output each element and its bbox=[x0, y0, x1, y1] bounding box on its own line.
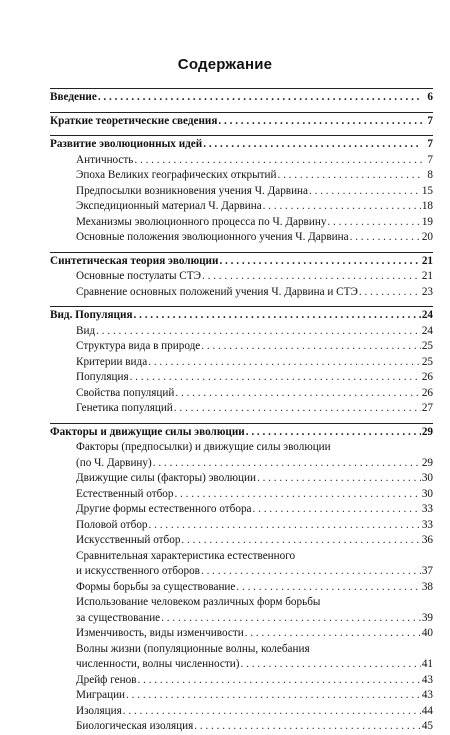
dot-leader bbox=[174, 401, 421, 417]
toc-entry[interactable] bbox=[50, 401, 433, 417]
toc-entry-label: Половой отбор bbox=[76, 518, 148, 531]
toc-page-number: 41 bbox=[421, 658, 433, 670]
dot-leader bbox=[203, 137, 422, 153]
toc-entry-label: Движущие силы (факторы) эволюции bbox=[76, 472, 256, 484]
section-rule bbox=[50, 423, 433, 424]
toc-entry-label: Другие формы естественного отбора bbox=[76, 503, 252, 515]
section-rule bbox=[50, 306, 433, 307]
section-rule bbox=[50, 252, 433, 253]
toc-entry-label: Искусственный отбор bbox=[76, 534, 181, 546]
toc-entry-first-line: Волны жизни (популяционные волны, колебания bbox=[76, 642, 310, 655]
toc-entry-label: Структура вида в природе bbox=[76, 340, 201, 352]
section-gap bbox=[50, 246, 433, 250]
dot-leader bbox=[327, 215, 420, 231]
dot-leader bbox=[218, 114, 422, 130]
toc-page-number: 29 bbox=[421, 425, 433, 438]
dot-leader bbox=[253, 502, 421, 518]
toc-entry-label: Изменчивость, виды изменчивости bbox=[76, 627, 244, 639]
toc-entry[interactable] bbox=[50, 324, 433, 340]
toc-entry-label: Основные постулаты СТЭ bbox=[76, 270, 201, 282]
dot-leader bbox=[149, 518, 421, 534]
toc-page-number: 43 bbox=[421, 673, 433, 686]
toc-page-number: 25 bbox=[421, 340, 433, 352]
section-gap bbox=[50, 300, 433, 304]
toc-entry-label: и искусственного отборов bbox=[76, 565, 200, 577]
toc-page-number: 24 bbox=[421, 309, 433, 321]
toc-entry-label: Синтетическая теория эволюции bbox=[50, 254, 219, 267]
toc-entry[interactable] bbox=[50, 339, 433, 355]
toc-page-number: 24 bbox=[421, 324, 433, 337]
toc-page-number: 36 bbox=[421, 534, 433, 546]
toc-entry-label: Миграции bbox=[76, 689, 126, 701]
dot-leader bbox=[263, 199, 421, 215]
toc-entry[interactable] bbox=[50, 355, 433, 371]
section-rule bbox=[50, 88, 433, 89]
toc-page-number: 7 bbox=[427, 114, 433, 127]
dot-leader bbox=[138, 673, 421, 689]
toc-entry-first-line: Факторы (предпосылки) и движущие силы эволюции bbox=[76, 441, 331, 453]
toc-entry-first-line: Сравнительная характеристика естественного bbox=[76, 549, 296, 562]
toc-page-number: 7 bbox=[427, 153, 433, 166]
toc-section-entry[interactable] bbox=[50, 137, 433, 153]
toc-page-number: 27 bbox=[421, 402, 433, 414]
toc-page-number: 33 bbox=[421, 503, 433, 515]
section-rule bbox=[50, 135, 433, 136]
section-gap bbox=[50, 106, 433, 110]
toc-entry[interactable] bbox=[50, 502, 433, 518]
toc-page-number: 45 bbox=[421, 720, 433, 732]
toc-section-entry[interactable] bbox=[50, 90, 433, 106]
dot-leader bbox=[236, 580, 420, 596]
section-rule bbox=[50, 112, 433, 113]
toc-section-entry[interactable] bbox=[50, 114, 433, 130]
toc-entry[interactable] bbox=[50, 719, 433, 735]
dot-leader bbox=[202, 269, 421, 285]
toc-page-number: 25 bbox=[421, 355, 433, 368]
toc-page-number: 37 bbox=[421, 565, 433, 577]
toc-entry[interactable] bbox=[50, 704, 433, 720]
toc-entry[interactable] bbox=[50, 657, 433, 673]
toc-entry-label: Популяция bbox=[76, 371, 129, 383]
page-title: Содержание bbox=[177, 56, 273, 73]
toc-entry[interactable] bbox=[50, 533, 433, 549]
dot-leader bbox=[277, 168, 422, 184]
toc-page-number: 6 bbox=[427, 91, 433, 103]
dot-leader bbox=[257, 471, 421, 487]
toc-entry[interactable] bbox=[50, 386, 433, 402]
toc-entry-first-line: Использование человеком различных форм борьбы bbox=[76, 596, 321, 608]
toc-entry-label: Экспедиционный материал Ч. Дарвина bbox=[76, 200, 262, 212]
toc-page-number: 40 bbox=[421, 627, 433, 639]
toc-entry[interactable] bbox=[50, 564, 433, 580]
toc-entry-label: Формы борьбы за существование bbox=[76, 580, 236, 593]
section-gap bbox=[50, 417, 433, 421]
toc-page-number: 26 bbox=[421, 371, 433, 383]
toc-page-number: 39 bbox=[421, 611, 433, 624]
toc-entry-label: Эпоха Великих географических открытий bbox=[76, 169, 277, 181]
toc-entry[interactable] bbox=[50, 688, 433, 704]
dot-leader bbox=[175, 386, 420, 402]
toc-entry-label: Вид. Популяция bbox=[50, 309, 133, 321]
toc-page-number: 43 bbox=[421, 689, 433, 701]
toc-entry[interactable] bbox=[50, 168, 433, 184]
toc-section-entry[interactable] bbox=[50, 308, 433, 324]
toc-entry[interactable] bbox=[50, 626, 433, 642]
toc-entry-label: Основные положения эволюционного учения Ч. Дарвина bbox=[76, 231, 349, 243]
dot-leader bbox=[96, 324, 421, 340]
toc-entry[interactable] bbox=[50, 370, 433, 386]
toc-entry-label: Факторы и движущие силы эволюции bbox=[50, 425, 245, 438]
toc-entry-label: Предпосылки возникновения учения Ч. Дарвина bbox=[76, 184, 309, 197]
toc-entry[interactable] bbox=[50, 487, 433, 503]
toc-entry[interactable] bbox=[50, 199, 433, 215]
toc-entry-label: Свойства популяций bbox=[76, 386, 175, 399]
dot-leader bbox=[153, 456, 421, 472]
dot-leader bbox=[350, 230, 421, 246]
toc-page-number: 15 bbox=[421, 184, 433, 197]
dot-leader bbox=[123, 704, 421, 720]
toc-entry[interactable] bbox=[50, 518, 433, 534]
toc-page-number: 38 bbox=[421, 580, 433, 593]
toc-page-number: 29 bbox=[421, 456, 433, 469]
toc-entry-label: Критерии вида bbox=[76, 355, 148, 368]
dot-leader bbox=[126, 688, 421, 704]
toc-entry-label: за существование bbox=[76, 611, 161, 624]
dot-leader bbox=[194, 719, 421, 735]
toc-page-number: 33 bbox=[421, 518, 433, 531]
toc-page-number: 19 bbox=[421, 215, 433, 228]
dot-leader bbox=[98, 90, 422, 106]
dot-leader bbox=[161, 611, 421, 627]
toc-entry-label: (по Ч. Дарвину) bbox=[76, 456, 152, 469]
toc-page-number: 20 bbox=[421, 231, 433, 243]
toc-section-entry[interactable] bbox=[50, 425, 433, 441]
toc-entry[interactable] bbox=[50, 580, 433, 596]
dot-leader bbox=[246, 425, 421, 441]
toc-page-number: 7 bbox=[427, 138, 433, 150]
toc-entry[interactable] bbox=[50, 471, 433, 487]
toc-entry-label: Сравнение основных положений учения Ч. Дарвина и СТЭ bbox=[76, 285, 358, 298]
toc-page-number: 23 bbox=[421, 285, 433, 298]
toc-entry[interactable] bbox=[50, 153, 433, 169]
section-gap bbox=[50, 129, 433, 133]
dot-leader bbox=[134, 153, 422, 169]
toc-entry-label: Механизмы эволюционного процесса по Ч. Дарвину bbox=[76, 215, 327, 228]
toc-page-number: 21 bbox=[421, 270, 433, 282]
toc-entry-label: Краткие теоретические сведения bbox=[50, 114, 218, 127]
dot-leader bbox=[219, 254, 420, 270]
toc-entry[interactable] bbox=[50, 456, 433, 472]
toc-page-number: 30 bbox=[421, 487, 433, 500]
toc-page-number: 44 bbox=[421, 704, 433, 717]
toc-entry[interactable] bbox=[50, 269, 433, 285]
dot-leader bbox=[359, 285, 421, 301]
toc-page-number: 21 bbox=[421, 254, 433, 267]
dot-leader bbox=[181, 533, 420, 549]
dot-leader bbox=[241, 657, 421, 673]
toc-page-number: 30 bbox=[421, 472, 433, 484]
toc-section-entry[interactable] bbox=[50, 254, 433, 270]
toc-entry-label: Введение bbox=[50, 91, 97, 103]
toc-entry-label: Биологическая изоляция bbox=[76, 720, 194, 732]
toc-page-number: 18 bbox=[421, 200, 433, 212]
toc-entry[interactable] bbox=[50, 184, 433, 200]
toc-entry-label: Дрейф генов bbox=[76, 673, 137, 686]
dot-leader bbox=[130, 370, 421, 386]
dot-leader bbox=[201, 339, 421, 355]
table-of-contents bbox=[50, 86, 433, 735]
toc-entry-label: численности, волны численности) bbox=[76, 658, 240, 670]
dot-leader bbox=[309, 184, 421, 200]
toc-entry[interactable] bbox=[50, 285, 433, 301]
toc-page-number: 8 bbox=[427, 169, 433, 181]
toc-entry-label: Развитие эволюционных идей bbox=[50, 138, 203, 150]
toc-entry-label: Вид bbox=[76, 324, 96, 337]
dot-leader bbox=[201, 564, 421, 580]
dot-leader bbox=[148, 355, 421, 371]
toc-entry-label: Естественный отбор bbox=[76, 487, 174, 500]
toc-entry-label: Изоляция bbox=[76, 704, 122, 717]
dot-leader bbox=[174, 487, 420, 503]
toc-entry[interactable] bbox=[50, 611, 433, 627]
toc-entry[interactable] bbox=[50, 215, 433, 231]
toc-entry-label: Античность bbox=[76, 153, 134, 166]
dot-leader bbox=[134, 308, 421, 324]
dot-leader bbox=[245, 626, 421, 642]
toc-entry[interactable] bbox=[50, 673, 433, 689]
toc-entry-label: Генетика популяций bbox=[76, 402, 173, 414]
toc-entry[interactable] bbox=[50, 230, 433, 246]
toc-page-number: 26 bbox=[421, 386, 433, 399]
